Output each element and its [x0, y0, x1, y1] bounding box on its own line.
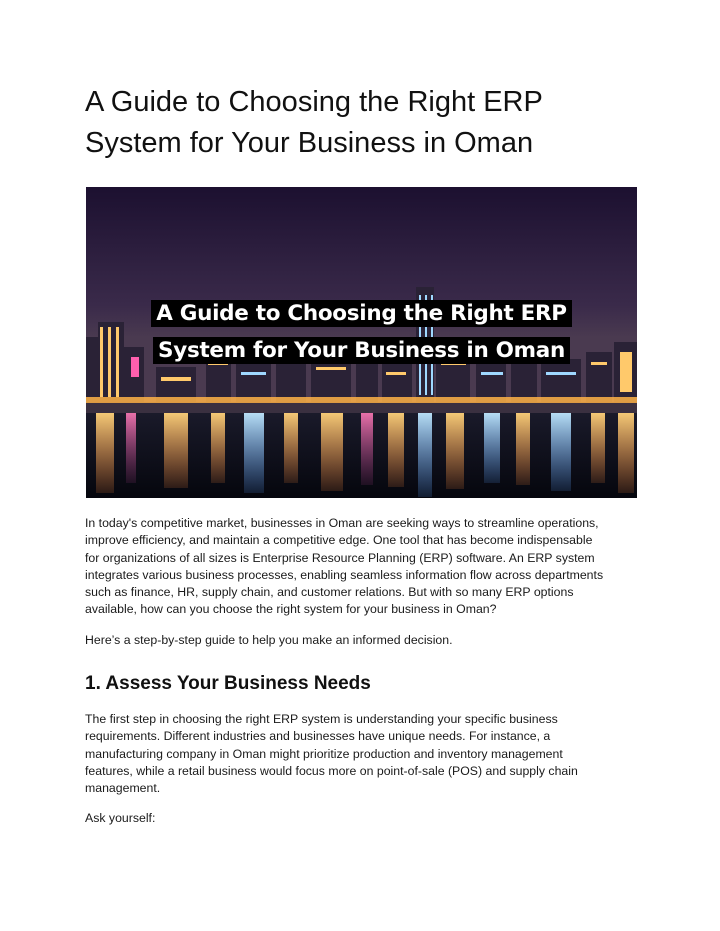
text-line: Here’s a step-by-step guide to help you make an informed decision. [85, 633, 453, 647]
ask-yourself-paragraph [85, 810, 637, 827]
text-line: available, how can you choose the right system for your business in Oman? [85, 602, 497, 617]
hero-overlay-line-1: A Guide to Choosing the Right ERP [86, 301, 637, 326]
title-line-2: System for Your Business in Oman [85, 127, 534, 159]
text-line: integrates various business processes, enabling seamless information flow across departments [85, 567, 604, 582]
hero-overlay-line-2: System for Your Business in Oman [86, 338, 637, 363]
intro-paragraph [85, 515, 637, 619]
text-line: such as finance, HR, supply chain, and customer relations. But with so many ERP options [85, 585, 574, 600]
section-paragraph [85, 711, 637, 797]
page-title [85, 82, 645, 164]
document-page [85, 0, 637, 931]
hero-image [86, 187, 637, 498]
section-heading: 1. Assess Your Business Needs [85, 673, 371, 694]
text-line: management. [85, 781, 161, 796]
text-line: requirements. Different industries and businesses have unique needs. For instance, a [85, 729, 551, 744]
text-line: for organizations of all sizes is Enterprise Resource Planning (ERP) software. An ERP system [85, 550, 595, 565]
text-line: features, while a retail business would focus more on point-of-sale (POS) and supply chain [85, 763, 578, 778]
text-line: Ask yourself: [85, 811, 156, 825]
text-line: The first step in choosing the right ERP system is understanding your specific business [85, 712, 558, 726]
title-line-1: A Guide to Choosing the Right ERP [85, 86, 543, 118]
text-line: improve efficiency, and maintain a competitive edge. One tool that has become indispensable [85, 533, 593, 548]
guide-paragraph [85, 632, 637, 649]
text-line: In today's competitive market, businesses in Oman are seeking ways to streamline operations, [85, 516, 599, 530]
text-line: manufacturing company in Oman might prioritize production and inventory management [85, 746, 563, 761]
